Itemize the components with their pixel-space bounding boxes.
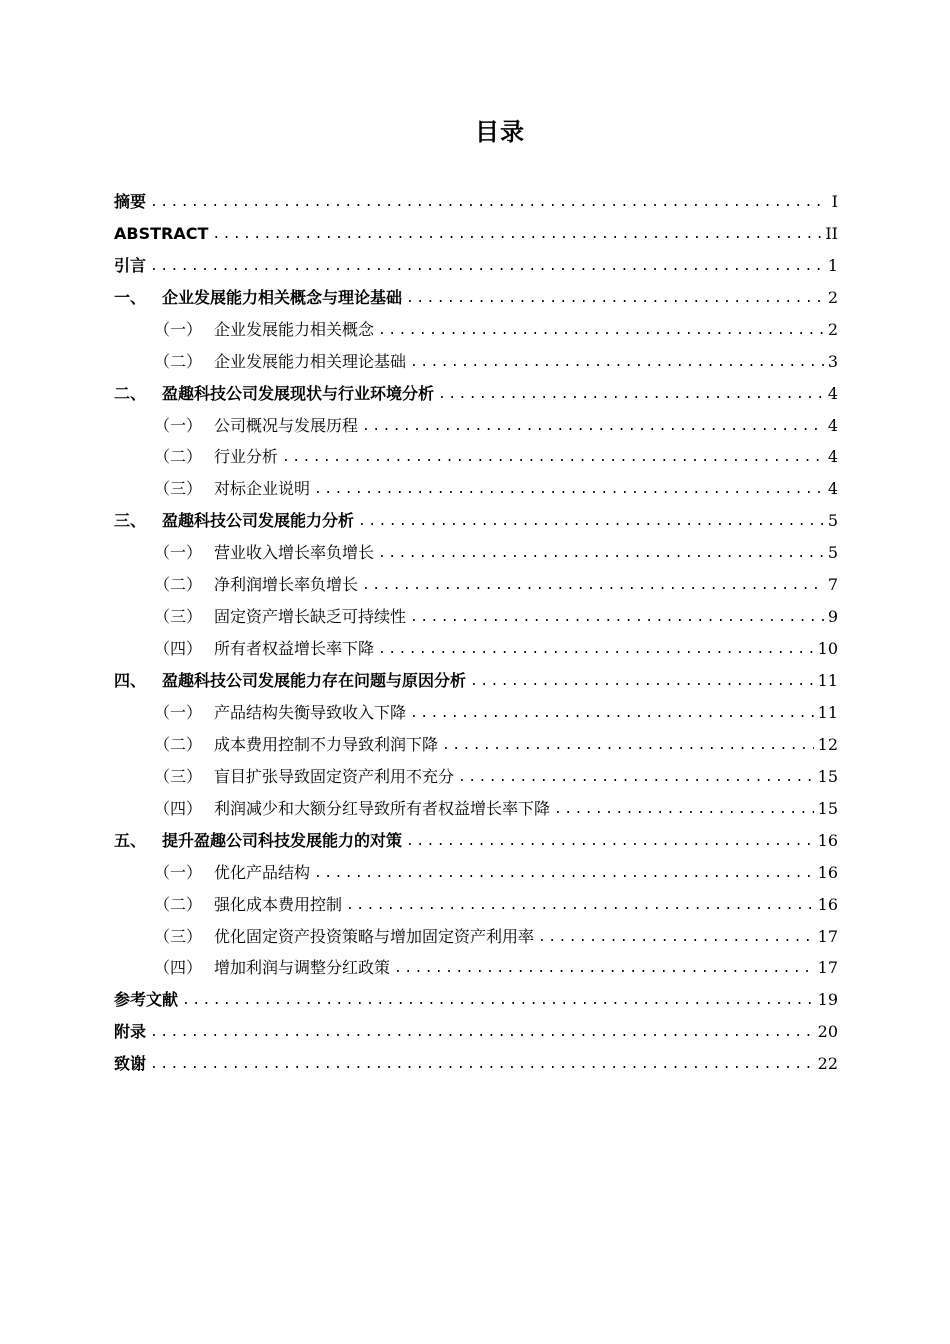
toc-entry-title: 行业分析	[214, 447, 279, 467]
toc-entry-title: 对标企业说明	[214, 479, 311, 499]
toc-entry-number: （三）	[154, 766, 203, 786]
dot-leader	[470, 673, 814, 691]
toc-entry-page: 12	[817, 734, 838, 754]
toc-entry-page: 4	[827, 415, 838, 435]
toc-entry-page: 17	[817, 926, 838, 946]
dot-leader	[282, 449, 824, 467]
toc-entry-number: （四）	[154, 639, 203, 659]
toc-entry-page: 17	[817, 958, 838, 978]
toc-entry[interactable]	[114, 787, 838, 819]
toc-entry-number: （四）	[154, 798, 203, 818]
toc-entry-title: 盲目扩张导致固定资产利用不充分	[214, 766, 455, 786]
toc-entry-page: 10	[817, 639, 838, 659]
dot-leader	[212, 226, 821, 244]
toc-entry[interactable]	[114, 244, 838, 276]
toc-entry-number: （一）	[154, 702, 203, 722]
toc-entry[interactable]	[114, 883, 838, 915]
dot-leader	[362, 418, 824, 436]
dot-leader	[358, 513, 824, 531]
toc-entry-page: 15	[817, 766, 838, 786]
toc-entry-page: 9	[827, 607, 838, 627]
toc-entry-number: （二）	[154, 894, 203, 914]
dot-leader	[410, 609, 824, 627]
dot-leader	[150, 1056, 814, 1074]
toc-entry-number: （一）	[154, 415, 203, 435]
toc-entry-title: 公司概况与发展历程	[214, 415, 359, 435]
toc-entry-title: 利润减少和大额分红导致所有者权益增长率下降	[214, 798, 551, 818]
toc-entry-title: 引言	[114, 255, 147, 275]
dot-leader	[314, 481, 824, 499]
toc-entry-page: 4	[827, 383, 838, 403]
toc-entry-page: I	[831, 191, 838, 211]
dot-leader	[150, 194, 828, 212]
toc-entry-number: （一）	[154, 862, 203, 882]
toc-entry[interactable]	[114, 755, 838, 787]
toc-entry-title: 企业发展能力相关概念	[214, 319, 375, 339]
table-of-contents	[114, 180, 838, 1074]
toc-entry-title: 营业收入增长率负增长	[214, 543, 375, 563]
dot-leader	[362, 577, 824, 595]
toc-entry-number: （四）	[154, 958, 203, 978]
toc-entry-page: 2	[827, 319, 838, 339]
toc-entry-title: 盈趣科技公司发展能力分析	[162, 511, 355, 531]
toc-entry-page: 16	[817, 894, 838, 914]
toc-entry-title: 所有者权益增长率下降	[214, 639, 375, 659]
toc-entry[interactable]	[114, 212, 838, 244]
toc-entry-number: （三）	[154, 607, 203, 627]
toc-entry[interactable]	[114, 1042, 838, 1074]
toc-entry[interactable]	[114, 563, 838, 595]
toc-entry-number: （二）	[154, 447, 203, 467]
toc-entry-page: 16	[817, 830, 838, 850]
toc-entry[interactable]	[114, 595, 838, 627]
toc-entry-title: 摘要	[114, 191, 147, 211]
toc-entry-page: 11	[817, 702, 838, 722]
toc-entry-title: 提升盈趣公司科技发展能力的对策	[162, 830, 403, 850]
dot-leader	[406, 290, 824, 308]
toc-title: 目录	[475, 118, 525, 146]
toc-entry-number: （一）	[154, 543, 203, 563]
toc-entry[interactable]	[114, 436, 838, 468]
toc-entry-number: 三、	[114, 511, 147, 531]
dot-leader	[150, 258, 824, 276]
toc-entry[interactable]	[114, 531, 838, 563]
toc-entry-page: 1	[827, 255, 838, 275]
toc-entry[interactable]	[114, 308, 838, 340]
toc-entry-number: 二、	[114, 383, 147, 403]
dot-leader	[378, 322, 824, 340]
toc-entry[interactable]	[114, 276, 838, 308]
toc-entry[interactable]	[114, 851, 838, 883]
toc-entry-page: 20	[817, 1022, 838, 1042]
toc-entry-title: 企业发展能力相关理论基础	[214, 351, 407, 371]
dot-leader	[182, 992, 814, 1010]
toc-entry-title: ABSTRACT	[114, 223, 209, 243]
toc-entry-title: 强化成本费用控制	[214, 894, 343, 914]
toc-entry[interactable]	[114, 978, 838, 1010]
toc-entry-number: （一）	[154, 319, 203, 339]
dot-leader	[150, 1024, 814, 1042]
dot-leader	[394, 960, 814, 978]
toc-entry-title: 净利润增长率负增长	[214, 575, 359, 595]
toc-entry[interactable]	[114, 691, 838, 723]
toc-entry-page: 22	[817, 1054, 838, 1074]
dot-leader	[458, 769, 814, 787]
toc-entry-page: 15	[817, 798, 838, 818]
toc-entry-page: 4	[827, 447, 838, 467]
dot-leader	[438, 386, 824, 404]
toc-entry-page: 3	[827, 351, 838, 371]
dot-leader	[314, 865, 814, 883]
dot-leader	[554, 801, 814, 819]
toc-entry-page: 2	[827, 287, 838, 307]
dot-leader	[378, 545, 824, 563]
toc-entry-title: 增加利润与调整分红政策	[214, 958, 391, 978]
toc-entry[interactable]	[114, 1010, 838, 1042]
toc-entry[interactable]	[114, 947, 838, 979]
dot-leader	[410, 354, 824, 372]
toc-entry-page: 7	[827, 575, 838, 595]
toc-entry-number: （二）	[154, 351, 203, 371]
dot-leader	[378, 641, 814, 659]
toc-entry[interactable]	[114, 467, 838, 499]
toc-entry[interactable]	[114, 180, 838, 212]
toc-entry-number: （三）	[154, 479, 203, 499]
dot-leader	[406, 833, 814, 851]
toc-entry-number: 一、	[114, 287, 147, 307]
toc-entry[interactable]	[114, 499, 838, 531]
dot-leader	[538, 929, 814, 947]
toc-entry-title: 附录	[114, 1022, 147, 1042]
dot-leader	[410, 705, 814, 723]
toc-entry-page: 11	[817, 671, 838, 690]
toc-entry[interactable]	[114, 723, 838, 755]
toc-entry[interactable]	[114, 627, 838, 659]
toc-entry-page: 16	[817, 862, 838, 882]
toc-entry-title: 成本费用控制不力导致利润下降	[214, 734, 439, 754]
toc-entry-title: 优化产品结构	[214, 862, 311, 882]
toc-entry-title: 参考文献	[114, 990, 179, 1010]
toc-entry-number: （二）	[154, 734, 203, 754]
dot-leader	[442, 737, 814, 755]
toc-entry-title: 致谢	[114, 1054, 147, 1074]
dot-leader	[346, 897, 814, 915]
toc-entry-number: 四、	[114, 671, 147, 690]
toc-entry-page: 4	[827, 479, 838, 499]
toc-entry[interactable]	[114, 340, 838, 372]
toc-entry[interactable]	[114, 404, 838, 436]
toc-entry-number: （三）	[154, 926, 203, 946]
toc-entry[interactable]	[114, 819, 838, 851]
toc-entry-number: 五、	[114, 830, 147, 850]
toc-entry[interactable]	[114, 372, 838, 404]
toc-entry-number: （二）	[154, 575, 203, 595]
toc-entry-title: 盈趣科技公司发展现状与行业环境分析	[162, 383, 435, 403]
toc-entry[interactable]	[114, 915, 838, 947]
toc-entry-title: 盈趣科技公司发展能力存在问题与原因分析	[162, 671, 467, 690]
toc-entry-title: 产品结构失衡导致收入下降	[214, 702, 407, 722]
toc-entry-title: 固定资产增长缺乏可持续性	[214, 607, 407, 627]
toc-entry-page: 19	[817, 990, 838, 1010]
toc-entry-title: 企业发展能力相关概念与理论基础	[162, 287, 403, 307]
toc-entry-title: 优化固定资产投资策略与增加固定资产利用率	[214, 926, 535, 946]
toc-entry-page: 5	[827, 543, 838, 563]
toc-entry-page: II	[825, 223, 838, 243]
toc-entry[interactable]	[114, 659, 838, 691]
toc-entry-page: 5	[827, 511, 838, 531]
